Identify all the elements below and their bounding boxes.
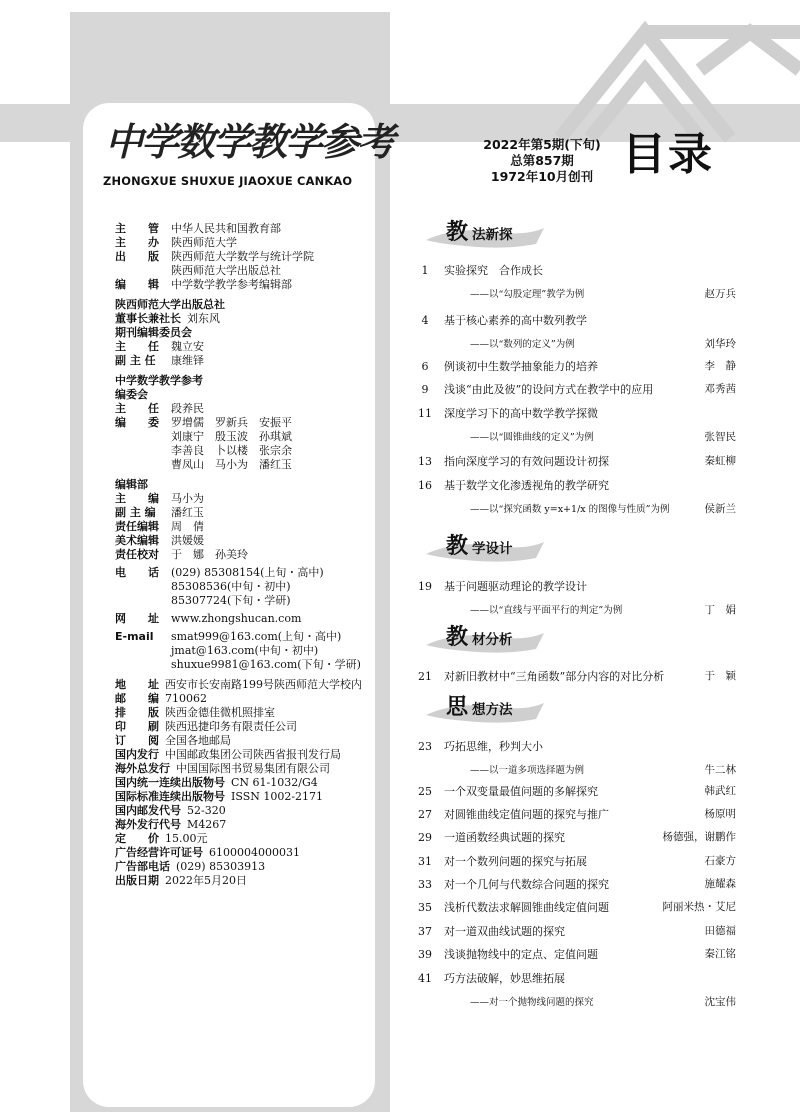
info-value: smat999@163.com(上旬・高中) <box>171 630 342 643</box>
info-value: 周 倩 <box>171 520 204 533</box>
section-title: 学设计 <box>472 541 513 557</box>
info-value: 中国邮政集团公司陕西省报刊发行局 <box>165 748 341 761</box>
info-value: 西安市长安南路199号陕西师范大学校内 <box>165 678 362 691</box>
toc-entry[interactable] <box>418 946 736 963</box>
dept-heading: 编辑部 <box>115 478 148 491</box>
info-value: 于 娜 孙美玲 <box>171 548 248 561</box>
toc-article-title: 浅谈抛物线中的定点、定值问题 <box>444 948 598 961</box>
info-row <box>115 416 375 430</box>
toc-entry[interactable] <box>418 262 736 279</box>
info-label: 编 委 <box>115 416 159 429</box>
info-row <box>115 748 375 762</box>
toc-entry[interactable] <box>418 477 736 494</box>
section-header <box>426 693 566 729</box>
info-label: 责任编辑 <box>115 520 159 533</box>
info-row <box>115 506 375 520</box>
info-row <box>115 402 375 416</box>
toc-author: 于 颖 <box>704 670 736 682</box>
info-value: 52-320 <box>187 804 226 817</box>
info-value: 陕西师范大学 <box>171 236 237 249</box>
toc-entry[interactable] <box>418 923 736 940</box>
section-title: 想方法 <box>472 702 513 718</box>
info-value: 中学数学教学参考编辑部 <box>171 278 292 291</box>
issue-line: 1972年10月创刊 <box>490 169 594 184</box>
toc-subtitle: ——以“直线与平面平行的判定”为例 <box>470 605 623 616</box>
section-header <box>426 532 566 568</box>
info-value: 陕西迅捷印务有限责任公司 <box>165 720 297 733</box>
journal-heading: 中学数学教学参考 <box>115 374 203 387</box>
info-row <box>115 658 375 672</box>
info-row <box>115 222 375 236</box>
issue-info <box>478 137 606 185</box>
toc-subtitle-row <box>418 762 736 779</box>
info-row <box>115 340 375 354</box>
board-group <box>115 402 375 472</box>
toc-author: 阿丽米热・艾尼 <box>662 901 736 913</box>
committee-heading: 期刊编辑委员会 <box>115 326 192 339</box>
info-value: 刘康宁 殷玉波 孙琪斌 <box>171 430 292 443</box>
section-header <box>426 623 566 659</box>
info-value: CN 61-1032/G4 <box>231 776 318 789</box>
toc-entry[interactable] <box>418 578 736 595</box>
info-value: 85308536(中旬・初中) <box>171 580 291 593</box>
info-value: 罗增儒 罗新兵 安振平 <box>171 416 292 429</box>
publishing-group <box>115 222 375 292</box>
toc-author: 施耀森 <box>704 878 736 890</box>
info-value: 中华人民共和国教育部 <box>171 222 281 235</box>
info-label: 广告经营许可证号 <box>115 846 203 859</box>
info-row <box>115 678 375 692</box>
info-label: 董事长兼社长 <box>115 312 181 325</box>
info-label: 主 编 <box>115 492 159 505</box>
info-label: 邮 编 <box>115 692 159 705</box>
info-row <box>115 846 375 860</box>
toc-author: 田德福 <box>704 925 736 937</box>
toc-page-number: 19 <box>418 580 432 593</box>
toc-author: 韩武红 <box>704 785 736 797</box>
toc-entry[interactable] <box>418 453 736 470</box>
info-value: 康维铎 <box>171 354 204 367</box>
toc-page-number: 37 <box>418 925 432 938</box>
contents-heading: 目录 <box>622 129 714 180</box>
toc-article-title: 基于数学文化渗透视角的教学研究 <box>444 479 609 492</box>
toc-article-title: 基于核心素养的高中数列教学 <box>444 314 587 327</box>
info-value: 马小为 <box>171 492 204 505</box>
info-label: 国内邮发代号 <box>115 804 181 817</box>
toc-author: 丁 娟 <box>704 604 736 616</box>
toc-entry[interactable] <box>418 876 736 893</box>
toc-subtitle: ——以一道多项选择题为例 <box>470 765 585 776</box>
info-label: 主 任 <box>115 402 159 415</box>
toc-author: 石豪方 <box>704 855 736 867</box>
toc-author: 牛二林 <box>704 764 736 776</box>
toc-page-number: 9 <box>421 383 429 396</box>
info-row <box>115 776 375 790</box>
info-label: 广告部电话 <box>115 860 170 873</box>
toc-page-number: 29 <box>418 831 432 844</box>
issue-line: 总第857期 <box>510 153 574 168</box>
info-value: 陕西师范大学数学与统计学院 <box>171 250 314 263</box>
section-title: 法新探 <box>472 227 513 243</box>
info-value: jmat@163.com(中旬・初中) <box>171 644 319 657</box>
info-label: 国内统一连续出版物号 <box>115 776 225 789</box>
section-initial: 教 <box>446 625 469 650</box>
info-label: 副 主 任 <box>115 354 156 367</box>
info-row <box>115 860 375 874</box>
info-label: 海外总发行 <box>115 762 170 775</box>
toc-author: 邓秀茜 <box>704 383 736 395</box>
details-group <box>115 678 375 888</box>
toc-author: 秦江铭 <box>704 948 736 960</box>
info-value: M4267 <box>187 818 227 831</box>
toc-article-title: 对圆锥曲线定值问题的探究与推广 <box>444 808 609 821</box>
info-row <box>115 520 375 534</box>
info-row <box>115 720 375 734</box>
journal-pinyin-title: ZHONGXUE SHUXUE JIAOXUE CANKAO <box>103 174 353 188</box>
committee-group <box>115 340 375 368</box>
toc-subtitle: ——以“圆锥曲线的定义”为例 <box>470 432 594 443</box>
svg-text:中学数学教学参考: 中学数学教学参考 <box>105 119 394 164</box>
info-row <box>115 612 375 626</box>
info-row <box>115 312 375 326</box>
toc-author: 秦虹柳 <box>704 455 736 467</box>
toc-entry[interactable] <box>418 381 736 398</box>
info-row <box>115 832 375 846</box>
info-row <box>115 580 375 594</box>
truss-decoration <box>550 10 800 140</box>
info-label: 国际标准连续出版物号 <box>115 790 225 803</box>
issue-line: 2022年第5期(下旬) <box>483 137 601 152</box>
toc-subtitle-row <box>418 429 736 446</box>
info-row <box>115 236 375 250</box>
web-group <box>115 612 375 626</box>
info-row <box>115 790 375 804</box>
toc-article-title: 基于问题驱动理论的教学设计 <box>444 580 587 593</box>
info-value: www.zhongshucan.com <box>171 612 302 625</box>
toc-article-title: 指向深度学习的有效问题设计初探 <box>444 455 609 468</box>
info-value: 6100004000031 <box>209 846 300 859</box>
info-value: shuxue9981@163.com(下旬・学研) <box>171 658 361 671</box>
toc-author: 侯新兰 <box>704 503 736 515</box>
info-row <box>115 250 375 264</box>
toc-entry[interactable] <box>418 358 736 375</box>
toc-subtitle: ——以“勾股定理”教学为例 <box>470 289 585 300</box>
toc-entry[interactable] <box>418 738 736 755</box>
toc-article-title: 巧拓思维，秒判大小 <box>444 740 543 753</box>
info-label: 美术编辑 <box>115 534 159 547</box>
info-row <box>115 458 375 472</box>
toc-entry[interactable] <box>418 668 736 685</box>
toc-entry[interactable] <box>418 312 736 329</box>
toc-subtitle: ——对一个抛物线问题的探究 <box>470 997 594 1008</box>
toc-page-number: 13 <box>418 455 432 468</box>
toc-subtitle: ——以“数列的定义”为例 <box>470 339 575 350</box>
info-value: 魏立安 <box>171 340 204 353</box>
toc-article-title: 对一个几何与代数综合问题的探究 <box>444 878 609 891</box>
info-value: 中国国际图书贸易集团有限公司 <box>176 762 330 775</box>
info-value: 李善良 卜以楼 张宗余 <box>171 444 292 457</box>
press-heading: 陕西师范大学出版总社 <box>115 298 225 311</box>
toc-entry[interactable] <box>418 783 736 800</box>
info-value: 潘红玉 <box>171 506 204 519</box>
info-value: 陕西金德佳微机照排室 <box>165 706 275 719</box>
toc-author: 张智民 <box>704 431 736 443</box>
info-value: 陕西师范大学出版总社 <box>171 264 281 277</box>
info-row <box>115 534 375 548</box>
toc-page-number: 4 <box>421 314 429 327</box>
info-row <box>115 354 375 368</box>
toc-entry[interactable] <box>418 970 736 987</box>
info-label: 副 主 编 <box>115 506 156 519</box>
email-group <box>115 630 375 672</box>
toc-entry[interactable] <box>418 853 736 870</box>
info-label: 责任校对 <box>115 548 159 561</box>
toc-subtitle-row <box>418 286 736 303</box>
toc-article-title: 深度学习下的高中数学教学探微 <box>444 407 598 420</box>
info-row <box>115 692 375 706</box>
section-title: 材分析 <box>472 632 513 648</box>
toc-page-number: 33 <box>418 878 432 891</box>
info-row <box>115 804 375 818</box>
press-group <box>115 312 375 326</box>
info-row <box>115 818 375 832</box>
info-label: 海外发行代号 <box>115 818 181 831</box>
toc-page-number: 39 <box>418 948 432 961</box>
info-row <box>115 430 375 444</box>
publication-info <box>115 222 375 888</box>
info-label: 地 址 <box>115 678 159 691</box>
info-value: (029) 85308154(上旬・高中) <box>171 566 324 579</box>
info-label: 主 管 <box>115 222 159 235</box>
info-label: 定 价 <box>115 832 159 845</box>
toc-entry[interactable] <box>418 899 736 916</box>
info-label: 排 版 <box>115 706 159 719</box>
toc-subtitle-row <box>418 602 736 619</box>
info-row <box>115 492 375 506</box>
info-value: 刘东风 <box>187 312 220 325</box>
toc-page-number: 31 <box>418 855 432 868</box>
info-row <box>115 644 375 658</box>
info-value: (029) 85303913 <box>176 860 266 873</box>
toc-article-title: 对新旧教材中“三角函数”部分内容的对比分析 <box>444 670 665 683</box>
info-label: 编 辑 <box>115 278 159 291</box>
info-row <box>115 594 375 608</box>
toc-author: 刘华玲 <box>704 338 736 350</box>
info-label: 电 话 <box>115 566 159 579</box>
info-row <box>115 444 375 458</box>
info-value: 15.00元 <box>165 832 208 845</box>
section-header <box>426 218 566 254</box>
info-value: 85307724(下旬・学研) <box>171 594 291 607</box>
toc-page-number: 27 <box>418 808 432 821</box>
toc-article-title: 浅谈“由此及彼”的设问方式在教学中的应用 <box>444 383 654 396</box>
toc-article-title: 巧方法破解，妙思维拓展 <box>444 972 565 985</box>
info-label: 出版日期 <box>115 874 159 887</box>
info-label: 印 刷 <box>115 720 159 733</box>
info-row <box>115 706 375 720</box>
toc-author: 杨德强，谢鹏作 <box>662 831 736 843</box>
info-row <box>115 630 375 644</box>
toc-article-title: 一道函数经典试题的探究 <box>444 831 565 844</box>
info-label: 国内发行 <box>115 748 159 761</box>
toc-author: 赵万兵 <box>704 288 736 300</box>
toc-author: 杨原明 <box>704 808 736 820</box>
info-value: ISSN 1002-2171 <box>231 790 324 803</box>
info-row <box>115 278 375 292</box>
info-label: E-mail <box>115 630 154 643</box>
info-row <box>115 264 375 278</box>
toc-page-number: 23 <box>418 740 432 753</box>
info-row <box>115 548 375 562</box>
info-value: 2022年5月20日 <box>165 874 247 887</box>
toc-page-number: 11 <box>418 407 432 420</box>
toc-author: 李 静 <box>704 360 736 372</box>
contact-group <box>115 566 375 608</box>
toc-subtitle: ——以“探究函数 y=x+1/x 的图像与性质”为例 <box>470 504 670 515</box>
info-row <box>115 762 375 776</box>
toc-page-number: 16 <box>418 479 432 492</box>
section-initial: 教 <box>446 534 469 559</box>
toc-article-title: 浅析代数法求解圆锥曲线定值问题 <box>444 901 609 914</box>
info-value: 段养民 <box>171 402 204 415</box>
toc-entry[interactable] <box>418 405 736 422</box>
toc-article-title: 实验探究 合作成长 <box>444 264 543 277</box>
info-row <box>115 734 375 748</box>
journal-logo <box>103 115 394 165</box>
info-label: 网 址 <box>115 612 159 625</box>
info-value: 710062 <box>165 692 207 705</box>
toc-subtitle-row <box>418 336 736 353</box>
section-initial: 思 <box>446 695 469 720</box>
toc-entry[interactable] <box>418 829 736 846</box>
toc-page-number: 6 <box>421 360 429 373</box>
toc-page-number: 25 <box>418 785 432 798</box>
info-label: 出 版 <box>115 250 159 263</box>
toc-page-number: 35 <box>418 901 432 914</box>
toc-subtitle-row <box>418 994 736 1011</box>
section-initial: 教 <box>446 220 469 245</box>
toc-article-title: 对一个数列问题的探究与拓展 <box>444 855 587 868</box>
toc-page-number: 41 <box>418 972 432 985</box>
toc-entry[interactable] <box>418 806 736 823</box>
toc-page-number: 21 <box>418 670 432 683</box>
toc-article-title: 对一道双曲线试题的探究 <box>444 925 565 938</box>
info-value: 全国各地邮局 <box>165 734 231 747</box>
info-label: 订 阅 <box>115 734 159 747</box>
info-label: 主 办 <box>115 236 159 249</box>
info-value: 曹凤山 马小为 潘红玉 <box>171 458 292 471</box>
toc-article-title: 例谈初中生数学抽象能力的培养 <box>444 360 598 373</box>
board-heading: 编委会 <box>115 388 148 401</box>
info-label: 主 任 <box>115 340 159 353</box>
dept-group <box>115 492 375 562</box>
toc-article-title: 一个双变量最值问题的多解探究 <box>444 785 598 798</box>
info-value: 洪媛媛 <box>171 534 204 547</box>
toc-page-number: 1 <box>421 264 429 277</box>
info-row <box>115 566 375 580</box>
toc-author: 沈宝伟 <box>704 996 736 1008</box>
toc-subtitle-row <box>418 501 736 518</box>
info-row <box>115 874 375 888</box>
